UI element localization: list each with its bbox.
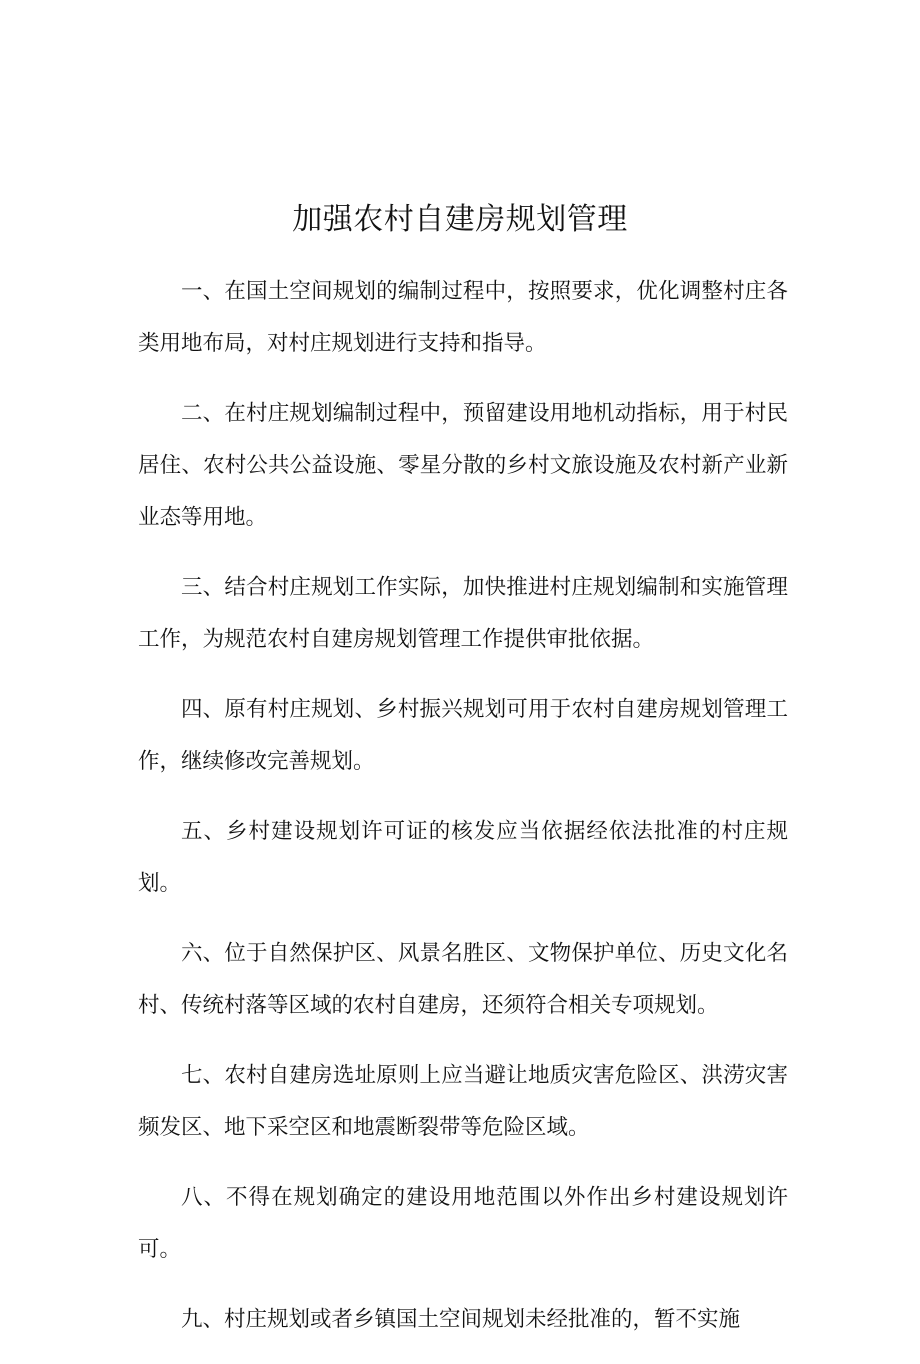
paragraph-8: 八、不得在规划确定的建设用地范围以外作出乡村建设规划许可。 xyxy=(138,1185,788,1262)
paragraph-4: 四、原有村庄规划、乡村振兴规划可用于农村自建房规划管理工作，继续修改完善规划。 xyxy=(138,697,788,774)
paragraph-2: 二、在村庄规划编制过程中，预留建设用地机动指标，用于村民居住、农村公共公益设施、零星分散的乡村文旅设施及农村新产业新业态等用地。 xyxy=(138,401,788,530)
paragraph-6: 六、位于自然保护区、风景名胜区、文物保护单位、历史文化名村、传统村落等区域的农村自建房，还须符合相关专项规划。 xyxy=(138,941,788,1018)
paragraph-7: 七、农村自建房选址原则上应当避让地质灾害危险区、洪涝灾害频发区、地下采空区和地震断裂带等危险区域。 xyxy=(138,1063,788,1140)
paragraph-3: 三、结合村庄规划工作实际，加快推进村庄规划编制和实施管理工作，为规范农村自建房规划管理工作提供审批依据。 xyxy=(138,575,788,652)
document-title: 加强农村自建房规划管理 xyxy=(292,202,628,238)
paragraph-1: 一、在国土空间规划的编制过程中，按照要求，优化调整村庄各类用地布局，对村庄规划进行支持和指导。 xyxy=(138,279,788,356)
paragraph-9: 九、村庄规划或者乡镇国土空间规划未经批准的，暂不实施 xyxy=(181,1307,741,1332)
document-body xyxy=(138,266,788,1364)
paragraph-5: 五、乡村建设规划许可证的核发应当依据经依法批准的村庄规划。 xyxy=(138,819,788,896)
